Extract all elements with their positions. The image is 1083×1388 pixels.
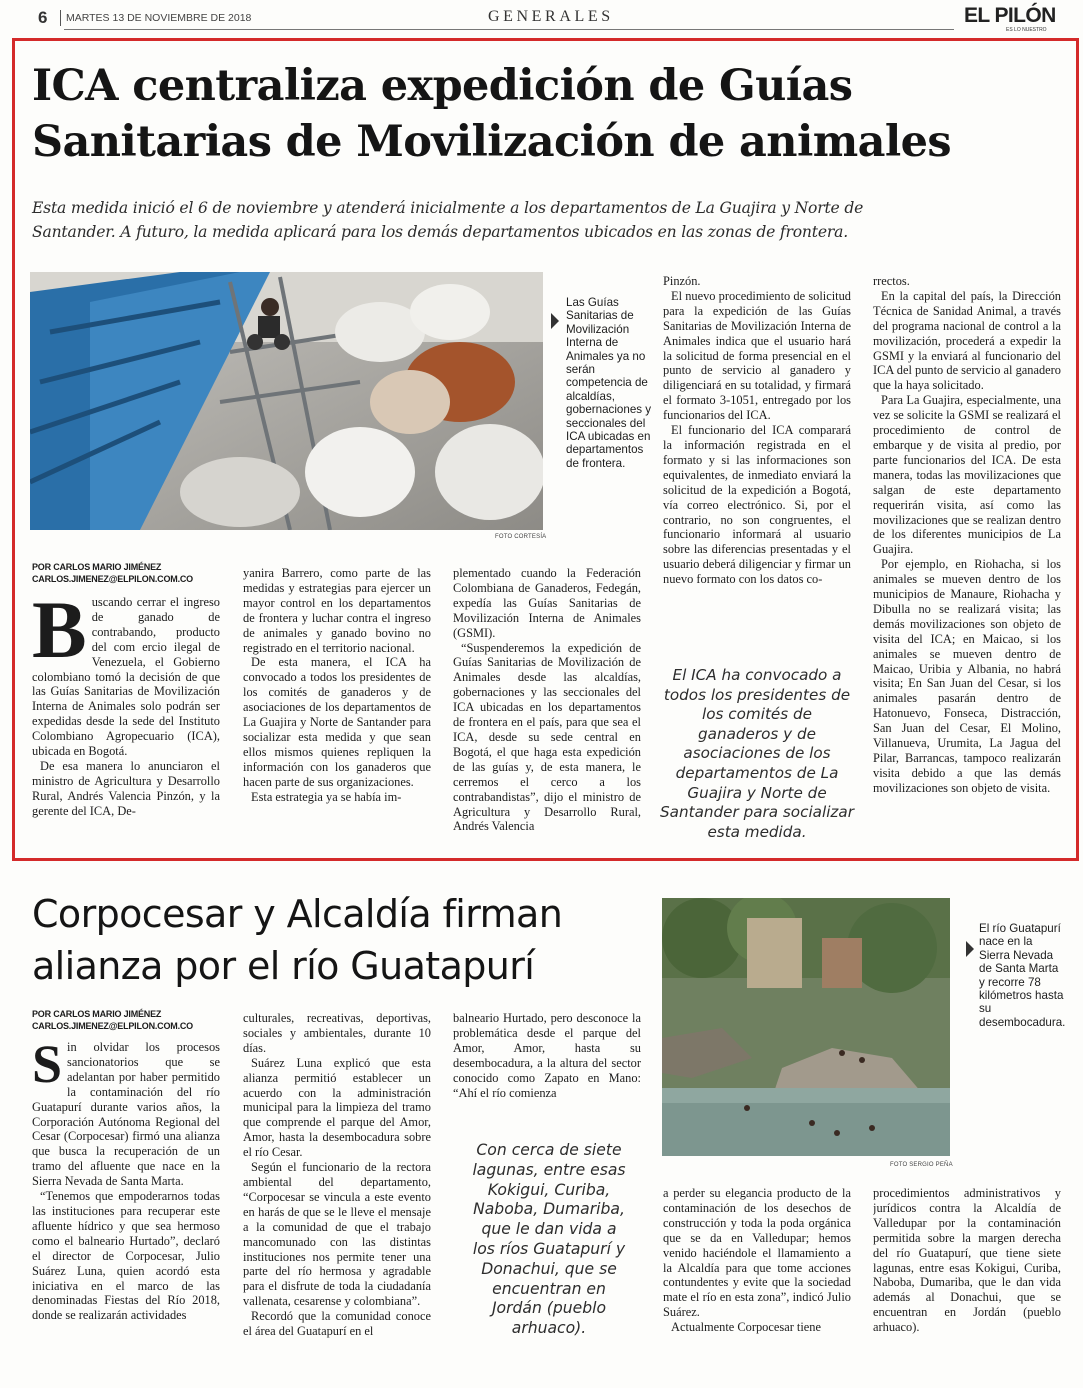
photo-caption: El río Guatapurí nace en la Sierra Nevada de Santa Marta y recorre 78 kilómetros hasta su desembocadura. — [979, 922, 1066, 1029]
paragraph: El nuevo procedimiento de solicitud para la expedición de las Guías Sanitarias de Movilización Interna de Animales indica que el usuario hará la solicitud de forma presencial en el punto de servicio al ganadero y diligenciará en su totalidad, y firmará el formato 3-1051, entregado por los funcionarios del ICA. — [663, 288, 851, 423]
article-corpocesar-column-2 — [243, 1011, 431, 1366]
byline — [32, 1008, 232, 1032]
paragraph: El funcionario del ICA comparará la información registrada en el formato y si las informaciones son equivalentes, de inmediato enviará la solicitud de la expedición a Bogotá, vía correo electrónico. Si, por el contrario, no son congruentes, el funcionario informará al usuario sobre las diferencias presentadas y el usuario deberá diligenciar y firmar un nuevo formato con los datos co- — [663, 423, 851, 587]
paragraph: rrectos. — [873, 274, 910, 288]
paragraph: En la capital del país, la Dirección Técnica de Sanidad Animal, a través del programa nacional de control a la movilización, procederá a expedir la GSMI y la enviará al funcionario del ICA del punto de servicio al ganadero que la haya solicitado. — [873, 288, 1061, 393]
paragraph: culturales, recreativas, deportivas, sociales y ambientales, durante 10 días. — [243, 1011, 431, 1055]
paragraph: “Tenemos que empoderarnos todas las instituciones para recuperar este afluente hídrico y que sea hermoso como el balneario Hurtado”, declaró el director de Corpocesar, Julio Suárez Luna, quien acordó esta iniciativa en el marco de las denominadas Fiestas del Río 2018, donde se realizarán actividades — [32, 1189, 220, 1323]
pull-quote: Con cerca de siete lagunas, entre esas Kokigui, Curiba, Naboba, Dumariba, que le dan vida a los ríos Guatapurí y Donachui, que se encuentran en Jordán (pueblo arhuaco). — [472, 1141, 626, 1338]
byline-email: CARLOS.JIMENEZ@ELPILON.COM.CO — [32, 574, 193, 584]
article-corpocesar-column-5 — [873, 1186, 1061, 1368]
paragraph: a perder su elegancia producto de la contaminación de los desechos de construcción y toda la poda orgánica que se da en Valledupar; hemos venido haciéndole el llamamiento a la Alcaldía para que tome acciones contundentes y evite que la sociedad mate el río en esta zona”, indicó Julio Suárez. — [663, 1186, 851, 1320]
article-corpocesar-column-3 — [453, 1011, 641, 1103]
paragraph: Según el funcionario de la rectora ambiental del departamento, “Corpocesar se vincula a este evento en harás de que se le lleve el mensaje a la comunidad de que el trabajo mancomunado con las distintas instituciones nos permite tener una parte del río hermosa y agradable para el disfrute de toda la ciudadanía vallenata, cesarense y colombiana”. — [243, 1160, 431, 1309]
article-ica-column-5 — [873, 274, 1061, 839]
paragraph: De esta manera, el ICA ha convocado a todos los presidentes de los comités de ganaderos y de asociaciones de los departamentos de La Guajira y Norte de Santander para socializar esta medida y que sean ellos mismos quienes repliquen la información con los ganaderos que hacen parte de sus organizaciones. — [243, 655, 431, 789]
article-corpocesar-column-4 — [663, 1186, 851, 1368]
article-ica-headline — [32, 58, 951, 170]
byline-author: POR CARLOS MARIO JIMÉNEZ — [32, 562, 162, 572]
paragraph: Actualmente Corpocesar tiene — [671, 1320, 822, 1335]
photo-credit: FOTO SERGIO PEÑA — [890, 1162, 953, 1168]
caption-arrow-icon — [551, 313, 559, 329]
headline-line: ICA centraliza expedición de Guías — [32, 61, 853, 111]
paragraph: Por ejemplo, en Riohacha, si los animales se mueven dentro de los municipios de Manaure, Riohacha y Dibulla no se realizará visita; las demás movilizaciones son objeto de visita del ICA; en Maicao, si los animales se mueven dentro de Maicao, Uribia y Albania, no habrá visita; En San Juan del Cesar, si los animales pasarán dentro de Hatonuevo, Fonseca, Distracción, San Juan del Cesar, El Molino, Villanueva, Urumita, La Jagua del Pilar, Barrancas, tampoco realizarán visita debido a que las demás movilizaciones son objeto de visita. — [873, 557, 1061, 795]
article-ica-column-2 — [243, 566, 431, 841]
caption-arrow-icon — [966, 941, 974, 957]
paragraph: Suárez Luna explicó que esta alianza permitió establecer un acuerdo con la administración municipal para la limpieza del tramo que comprende el parque del Amor, Amor, hasta la desembocadura sobre el río Cesar. — [243, 1055, 431, 1160]
byline-email: CARLOS.JIMENEZ@ELPILON.COM.CO — [32, 1021, 193, 1031]
photo-credit: FOTO CORTESÍA — [495, 534, 547, 540]
paragraph: uscando cerrar el ingreso de ganado de contrabando, producto del com ercio ilegal de Venezuela, el Gobierno colombiano tomó la decisión de que las Guías Sanitarias de Movilización Interna de Animales solo podrán ser expedidas desde la sede del Instituto Colombiano Agropecuario (ICA), ubicada en Bogotá. — [32, 595, 220, 759]
article-corpocesar-column-1 — [32, 1040, 220, 1360]
logo-tagline: ES LO NUESTRO — [1006, 27, 1047, 33]
paragraph: in olvidar los procesos sancionatorios que se adelantan por haber permitido la contaminación del río Guatapurí durante varios años, la Corporación Autónoma Regional del Cesar (Corpocesar) firmó una alianza que busca la recuperación de un tramo del afluente que nace en la Sierra Nevada de Santa Marta. — [32, 1040, 220, 1189]
article-ica-column-3 — [453, 566, 641, 841]
header-rule — [64, 29, 954, 30]
river-photo-illustration — [662, 898, 950, 1156]
cattle-truck-photo — [30, 272, 543, 530]
paragraph: Esta estrategia ya se había im- — [251, 789, 402, 804]
subtitle-line: Esta medida inició el 6 de noviembre y atenderá inicialmente a los departamentos de La Guajira y Norte de — [32, 199, 864, 217]
paragraph: “Suspenderemos la expedición de Guías Sanitarias de Movilización de Animales desde las alcaldías, gobernaciones y las seccionales del ICA ubicadas en los departamentos de frontera en el país, para que sea el ICA, desde su sede central en Bogotá, el que haga esta expedición de las guías y, de esta manera, le cerremos el cerco a los contrabandistas”, dijo el ministro de Agricultura y Desarrollo Rural, Andrés Valencia — [453, 640, 641, 834]
paragraph: procedimientos administrativos y jurídicos contra la Alcaldía de Valledupar por la contaminación permitida sobre la margen derecha del río Guatapurí, que tiene siete lagunas, entre esas Kokigui, Curiba, Naboba, Dumariba, que le dan vida además al Donachui, que se encuentran en Jordán (pueblo arhuaco). — [873, 1186, 1061, 1335]
headline-line: Corpocesar y Alcaldía firman — [32, 892, 563, 936]
paragraph: Para La Guajira, especialmente, una vez se solicite la GSMI se realizará el procedimiento de control de embarque y de visita al predio, por parte funcionarios del ICA. De esta manera, todas las movilizaciones que salgan de este departamento requerirán visita, así como las movilizaciones que se realizan dentro de los diferentes municipios de La Guajira. — [873, 393, 1061, 557]
newspaper-logo: EL PILÓN — [964, 4, 1056, 27]
section-name: GENERALES — [488, 8, 614, 25]
pull-quote: El ICA ha convocado a todos los presidentes de los comités de ganaderos y de asociaciones de los departamentos de La Guajira y Norte de Santander para socializar esta medida. — [660, 666, 854, 841]
article-corpocesar-headline — [32, 888, 562, 992]
dropcap: S — [32, 1040, 63, 1094]
page-header — [0, 0, 1083, 34]
photo-caption: Las Guías Sanitarias de Movilización Interna de Animales ya no serán competencia de alcaldías, gobernaciones y seccionales del ICA ubicadas en departamentos de frontera. — [566, 296, 652, 470]
issue-date: MARTES 13 DE NOVIEMBRE DE 2018 — [66, 12, 252, 24]
page-number: 6 — [38, 8, 48, 27]
article-ica-column-4 — [663, 274, 851, 624]
byline — [32, 561, 232, 585]
paragraph: De esa manera lo anunciaron el ministro de Agricultura y Desarrollo Rural, Andrés Valencia Pinzón, y la gerente del ICA, De- — [32, 758, 220, 818]
headline-line: alianza por el río Guatapurí — [32, 944, 535, 988]
paragraph: Recordó que la comunidad conoce el área del Guatapurí en el — [243, 1309, 431, 1339]
header-divider — [60, 10, 61, 26]
article-ica-column-1 — [32, 595, 220, 841]
river-photo — [662, 898, 950, 1156]
paragraph: yanira Barrero, como parte de las medidas y estrategias para ejercer un mayor control en los departamentos de frontera y luchar contra el ingreso de animales y ganado bovino no registrado en el territorio nacional. — [243, 566, 431, 655]
article-ica-subtitle — [32, 196, 863, 244]
dropcap: B — [32, 595, 87, 675]
cattle-photo-illustration — [30, 272, 543, 530]
paragraph: plementado cuando la Federación Colombiana de Ganaderos, Fedegán, expedía las Guías Sanitarias de Movilización Interna de Animales (GSMI). — [453, 566, 641, 640]
paragraph: balneario Hurtado, pero desconoce la problemática desde el parque del Amor, Amor, hasta su desembocadura, a la altura del sector conocido como Zapato en Mano: “Ahí el río comienza — [453, 1011, 641, 1100]
byline-author: POR CARLOS MARIO JIMÉNEZ — [32, 1009, 162, 1019]
subtitle-line: Santander. A futuro, la medida aplicará para los demás departamentos ubicados en las zonas de frontera. — [32, 223, 848, 241]
headline-line: Sanitarias de Movilización de animales — [32, 117, 951, 167]
paragraph: Pinzón. — [663, 274, 701, 288]
